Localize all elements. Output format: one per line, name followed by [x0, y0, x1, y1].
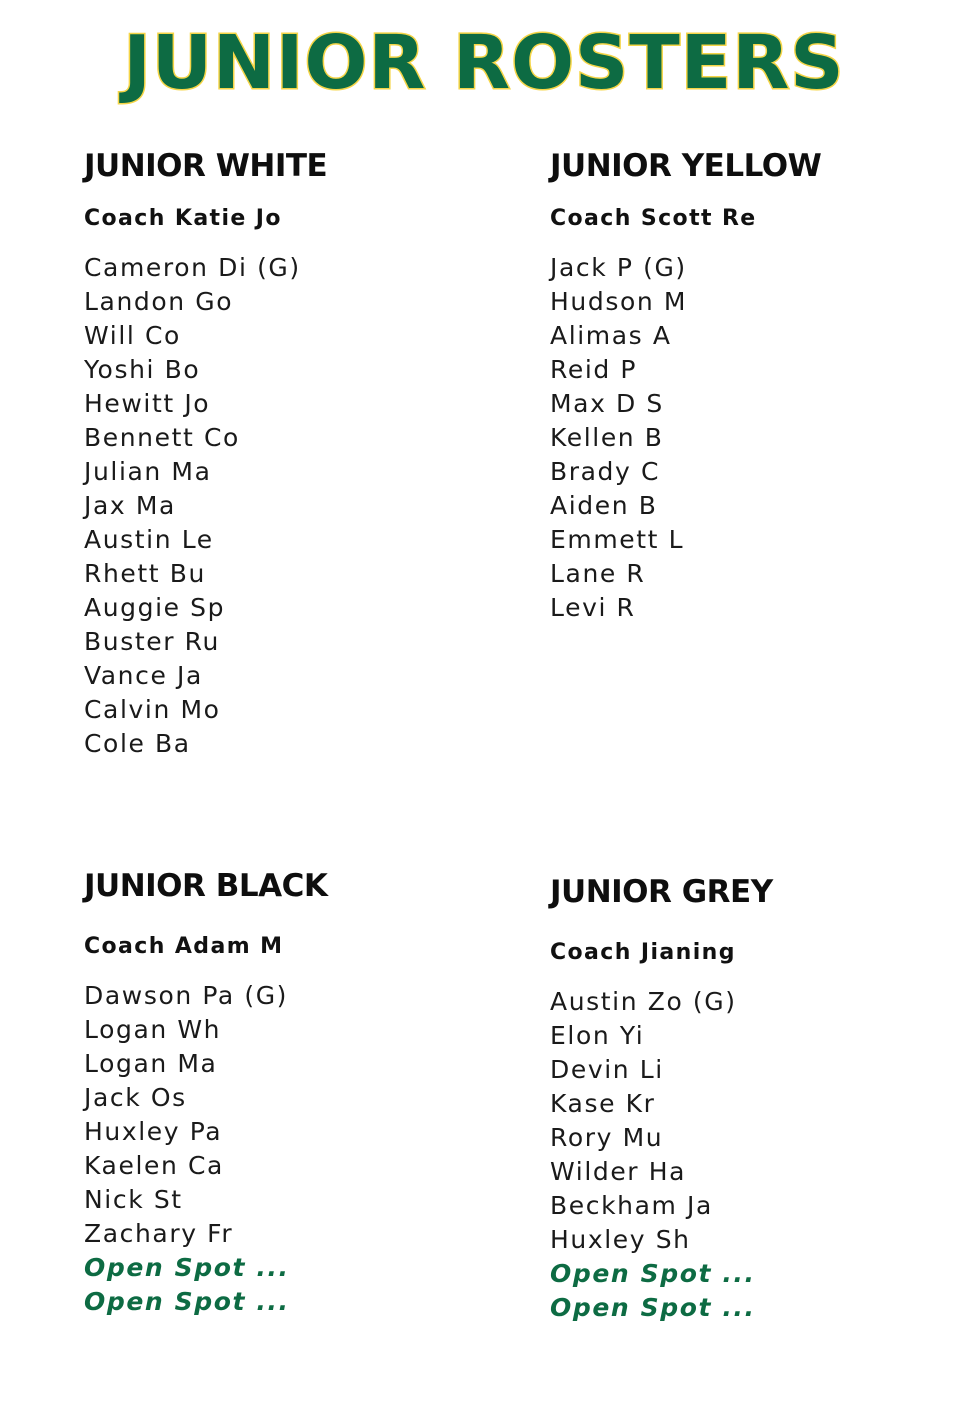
list-item: Jack P (G)	[550, 253, 687, 282]
list-item: Brady C	[550, 457, 661, 486]
list-item: Jax Ma	[84, 491, 176, 520]
list-item: Alimas A	[550, 321, 672, 350]
list-item: Devin Li	[550, 1055, 664, 1084]
list-item-open-spot: Open Spot ...	[550, 1259, 756, 1288]
list-item-open-spot: Open Spot ...	[84, 1253, 290, 1282]
team-name: JUNIOR YELLOW	[550, 148, 822, 184]
list-item: Elon Yi	[550, 1021, 645, 1050]
list-item: Huxley Pa	[84, 1117, 223, 1146]
list-item: Cole Ba	[84, 729, 191, 758]
list-item: Lane R	[550, 559, 646, 588]
list-item: Yoshi Bo	[84, 355, 201, 384]
list-item: Will Co	[84, 321, 181, 350]
team-junior-grey	[544, 761, 968, 1325]
team-name: JUNIOR WHITE	[84, 148, 328, 184]
team-coach: Coach Katie Jo	[84, 206, 282, 231]
list-item: Kase Kr	[550, 1089, 656, 1118]
list-item-open-spot: Open Spot ...	[550, 1293, 756, 1322]
team-name: JUNIOR GREY	[550, 874, 773, 910]
player-list-junior-white	[84, 251, 544, 761]
list-item: Landon Go	[84, 287, 234, 316]
list-item: Jack Os	[84, 1083, 187, 1112]
list-item: Rory Mu	[550, 1123, 664, 1152]
list-item: Bennett Co	[84, 423, 240, 452]
list-item: Kellen B	[550, 423, 664, 452]
list-item: Levi R	[550, 593, 636, 622]
list-item: Austin Zo (G)	[550, 987, 737, 1016]
list-item: Beckham Ja	[550, 1191, 713, 1220]
list-item: Hudson M	[550, 287, 687, 316]
team-junior-black	[84, 761, 544, 1325]
list-item: Huxley Sh	[550, 1225, 691, 1254]
list-item: Logan Ma	[84, 1049, 218, 1078]
list-item: Calvin Mo	[84, 695, 221, 724]
list-item: Wilder Ha	[550, 1157, 687, 1186]
player-list-junior-black	[84, 979, 544, 1319]
list-item: Aiden B	[550, 491, 658, 520]
list-item: Reid P	[550, 355, 638, 384]
list-item: Dawson Pa (G)	[84, 981, 289, 1010]
list-item: Max D S	[550, 389, 664, 418]
team-coach: Coach Scott Re	[550, 206, 757, 231]
list-item: Emmett L	[550, 525, 685, 554]
list-item: Kaelen Ca	[84, 1151, 224, 1180]
list-item: Vance Ja	[84, 661, 203, 690]
player-list-junior-grey	[550, 985, 968, 1325]
list-item-open-spot: Open Spot ...	[84, 1287, 290, 1316]
player-list-junior-yellow	[550, 251, 968, 625]
team-coach: Coach Jianing	[550, 940, 736, 965]
list-item: Hewitt Jo	[84, 389, 211, 418]
list-item: Auggie Sp	[84, 593, 226, 622]
team-name: JUNIOR BLACK	[84, 868, 328, 904]
team-junior-yellow	[544, 148, 968, 761]
roster-grid	[0, 148, 968, 1325]
page-title: JUNIOR ROSTERS	[123, 20, 845, 106]
list-item: Rhett Bu	[84, 559, 206, 588]
list-item: Austin Le	[84, 525, 214, 554]
list-item: Buster Ru	[84, 627, 220, 656]
list-item: Cameron Di (G)	[84, 253, 301, 282]
list-item: Julian Ma	[84, 457, 212, 486]
list-item: Zachary Fr	[84, 1219, 234, 1248]
list-item: Logan Wh	[84, 1015, 222, 1044]
team-coach: Coach Adam M	[84, 934, 284, 959]
team-junior-white	[84, 148, 544, 761]
list-item: Nick St	[84, 1185, 183, 1214]
